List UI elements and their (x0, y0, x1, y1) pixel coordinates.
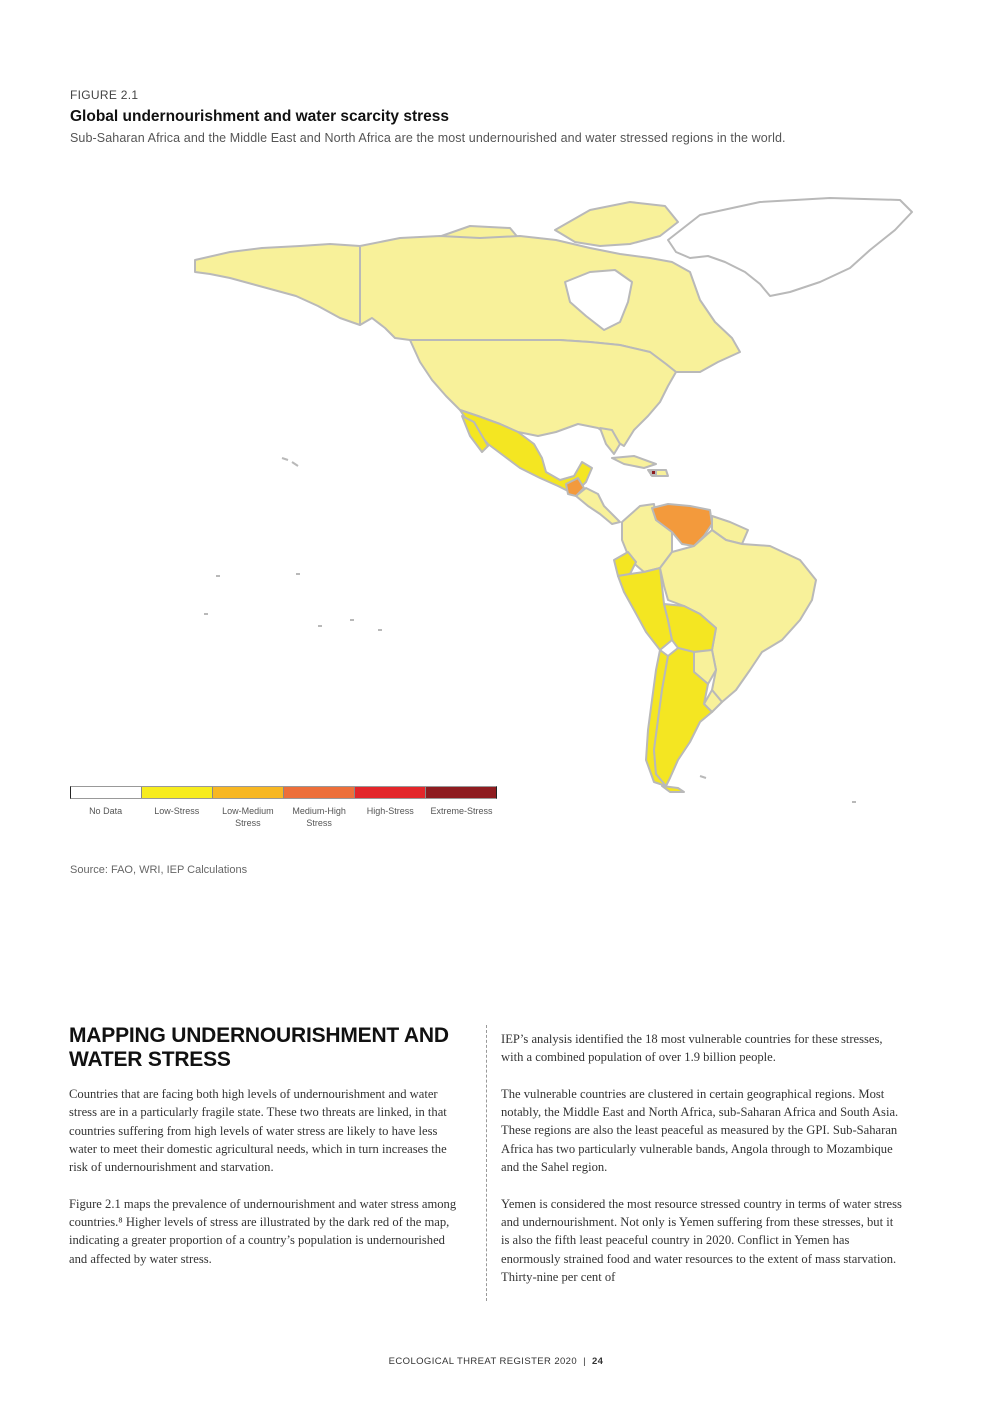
haiti-region (651, 470, 656, 475)
source-note: Source: FAO, WRI, IEP Calculations (70, 864, 248, 876)
americas-stress-map (0, 160, 992, 820)
body-paragraph: Countries that are facing both high levels of undernourishment and water stress are in a particularly fragile state. These two threats are linked, in that countries suffering from high levels of water stress are likely to have less water to meet their domestic agricultural needs, which in turn increases the risk of undernourishment and starvation. (69, 1087, 447, 1175)
publication-title: ECOLOGICAL THREAT REGISTER 2020 (388, 1356, 578, 1367)
legend-label-high: High-Stress (366, 806, 414, 816)
body-paragraph: IEP’s analysis identified the 18 most vulnerable countries for these stresses, with a combined population of over 1.9 billion people. (501, 1032, 883, 1065)
legend-swatch-extreme (425, 787, 496, 798)
legend-swatch-low-medium (212, 787, 283, 798)
page-footer (0, 1356, 992, 1367)
body-paragraph: Figure 2.1 maps the prevalence of undernourishment and water stress among countries.⁸ Higher levels of stress are illustrated by the dark red of the map, indicating a greater proportion of a country’s population is undernourished and affected by water stress. (69, 1196, 457, 1266)
legend-label-low: Low-Stress (154, 806, 200, 816)
legend-label-extreme: Extreme-Stress (430, 806, 493, 816)
left-column (69, 1085, 459, 1286)
central-america-region (576, 488, 620, 524)
legend-color-bar (70, 786, 497, 799)
pacific-islands (204, 574, 382, 630)
legend-swatch-high (354, 787, 425, 798)
cuba-region (612, 456, 656, 468)
footer-separator: | (583, 1356, 586, 1367)
column-divider (486, 1025, 487, 1301)
greenland-region (668, 198, 912, 296)
arctic-islands (555, 202, 678, 246)
legend-label-no-data: No Data (89, 806, 123, 816)
legend-swatch-no-data (71, 787, 141, 798)
right-column (501, 1030, 903, 1304)
tierra-del-fuego (662, 786, 684, 792)
hawaii-islands (282, 458, 298, 466)
legend-swatch-low (141, 787, 212, 798)
body-paragraph: The vulnerable countries are clustered in certain geographical regions. Most notably, the Middle East and North Africa, sub-Saharan Africa and South Asia. These regions are also the least peaceful as measured by the GPI. Sub-Saharan Africa has two particularly vulnerable bands, Angola through to Mozambique and the Sahel region. (501, 1086, 899, 1175)
alaska-region (195, 244, 360, 325)
legend-label-low-medium: Low-Medium Stress (222, 806, 274, 828)
legend-swatch-medium-high (283, 787, 354, 798)
united-states-region (410, 340, 676, 446)
legend-label-medium-high: Medium-High Stress (292, 806, 346, 828)
figure-subtitle: Sub-Saharan Africa and the Middle East and North Africa are the most undernourished and water stressed regions in the world. (70, 131, 786, 145)
body-paragraph: Yemen is considered the most resource stressed country in terms of water stress and undernourishment. Not only is Yemen suffering from these stresses, but it is also the fifth least peaceful country in 2020. Conflict in Yemen has enormously strained food and water resources to the extent of mass starvation. Thirty-nine per cent of (501, 1196, 902, 1284)
figure-title: Global undernourishment and water scarcity stress (70, 108, 450, 125)
map-legend (70, 786, 497, 829)
section-heading: MAPPING UNDERNOURISHMENT AND WATER STRESS (69, 1024, 449, 1071)
falklands (700, 776, 706, 778)
figure-label: FIGURE 2.1 (70, 88, 139, 102)
page-number: 24 (591, 1356, 604, 1367)
